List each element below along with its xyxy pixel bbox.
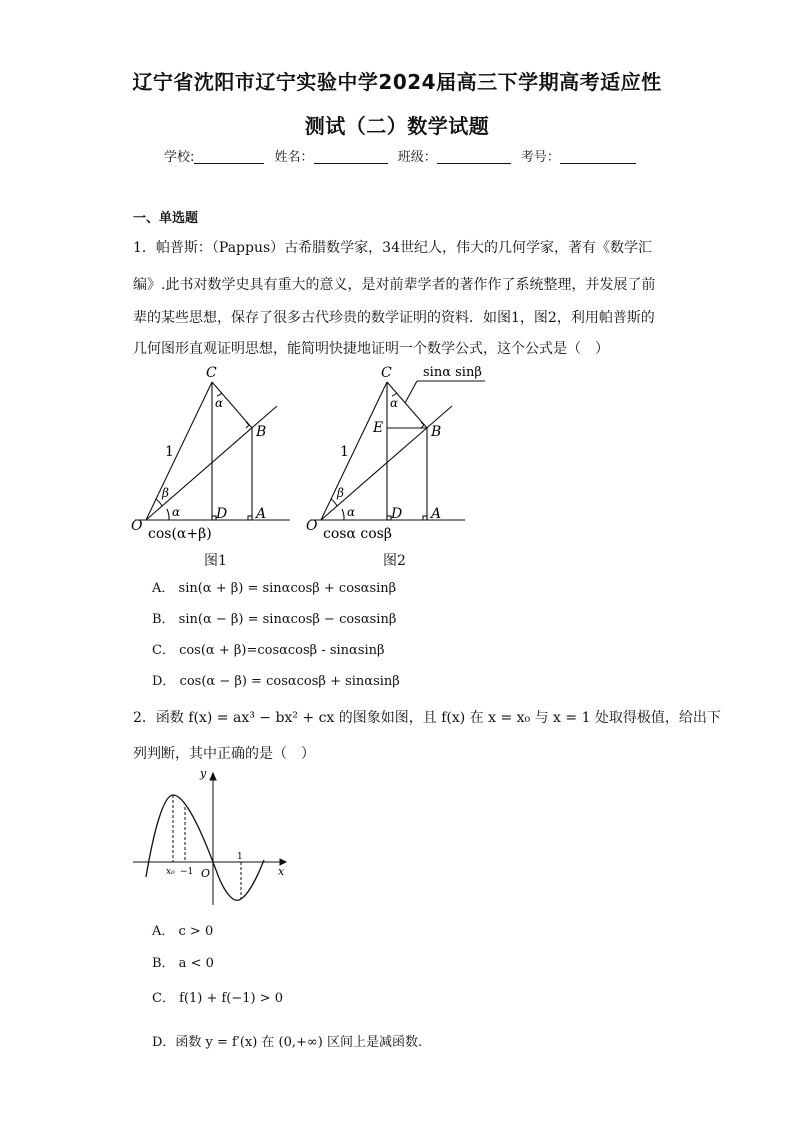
label-E: E <box>373 420 384 436</box>
class-label: 班级： <box>397 150 437 165</box>
angle-alpha-arc <box>342 509 344 520</box>
q2-option-b[interactable]: B． a < 0 <box>152 956 214 971</box>
q2-option-c[interactable]: C． f(1) + f(−1) > 0 <box>152 991 284 1006</box>
label-A: A <box>431 506 442 522</box>
figure-1-caption: 图1 <box>204 553 227 569</box>
axis-label-x: x <box>278 865 285 878</box>
label-D: D <box>391 506 403 522</box>
figure-2-diagram <box>305 362 495 547</box>
exam-title-line1: 辽宁省沈阳市辽宁实验中学2024届高三下学期高考适应性 <box>132 70 662 94</box>
right-angle-A <box>423 516 427 520</box>
cubic-function-graph <box>128 765 293 910</box>
label-base-cos: cosα cosβ <box>323 526 392 542</box>
q2-text-line1: 2．函数 f(x) = ax³ − bx² + cx 的图象如图，且 f(x) 在 x = x₀ 与 x = 1 处取得极值，给出下 <box>133 710 721 726</box>
label-B: B <box>431 424 442 440</box>
right-angle-B <box>246 422 249 428</box>
figure-2-caption: 图2 <box>383 553 406 569</box>
label-B: B <box>256 424 267 440</box>
label-A: A <box>256 506 267 522</box>
q1-text-line4: 几何图形直观证明思想，能简明快捷地证明一个数学公式，这个公式是（ ） <box>133 341 609 357</box>
label-sin-product: sinα sinβ <box>423 365 482 380</box>
label-C: C <box>206 365 217 381</box>
right-angle-A <box>248 516 252 520</box>
name-blank[interactable] <box>314 149 388 164</box>
tick-label-neg1: −1 <box>180 867 194 877</box>
q1-text-line2: 编》.此书对数学史具有重大的意义，是对前辈学者的著作作了系统整理，并发展了前 <box>133 277 656 293</box>
origin-label: O <box>201 867 211 880</box>
q2-text-line2: 列判断，其中正确的是（ ） <box>133 746 315 762</box>
q2-option-d[interactable]: D．函数 y = f′(x) 在 (0,+∞) 区间上是减函数. <box>152 1035 423 1050</box>
label-C: C <box>381 365 392 381</box>
school-label: 学校: <box>164 150 195 165</box>
label-beta: β <box>162 486 169 500</box>
q1-option-a[interactable]: A． sin(α + β) = sinαcosβ + cosαsinβ <box>152 581 397 596</box>
label-base-cos: cos(α+β) <box>148 526 212 542</box>
q1-option-c[interactable]: C． cos(α + β)=cosαcosβ - sinαsinβ <box>152 643 385 658</box>
angle-alpha-arc <box>167 509 169 520</box>
label-beta: β <box>337 486 344 500</box>
angle-beta-arc <box>331 499 337 506</box>
q1-text-line3: 辈的某些思想，保存了很多古代珍贵的数学证明的资料．如图1，图2，利用帕普斯的 <box>133 310 655 326</box>
figure-1-diagram <box>130 362 300 547</box>
class-blank[interactable] <box>437 149 511 164</box>
leader-line <box>405 381 417 403</box>
tick-label-one: 1 <box>237 852 243 862</box>
label-alpha: α <box>347 505 356 519</box>
exam-number-label: 考号： <box>520 150 560 165</box>
label-O: O <box>131 518 143 534</box>
section-heading: 一、单选题 <box>133 211 199 226</box>
label-D: D <box>216 506 228 522</box>
q1-option-b[interactable]: B． sin(α − β) = sinαcosβ − cosαsinβ <box>152 612 397 627</box>
exam-title-line2: 测试（二）数学试题 <box>304 114 490 138</box>
angle-beta-arc <box>156 499 162 506</box>
right-angle-B <box>421 422 424 428</box>
exam-number-blank[interactable] <box>560 149 636 164</box>
q1-option-d[interactable]: D． cos(α − β) = cosαcosβ + sinαsinβ <box>152 674 400 689</box>
q1-text-line1: 1．帕普斯：（Pappus）古希腊数学家，34世纪人，伟大的几何学家，著有《数学汇 <box>133 240 652 256</box>
label-one: 1 <box>340 444 349 460</box>
q2-option-a[interactable]: A． c > 0 <box>152 924 214 939</box>
y-axis-arrow <box>210 773 216 780</box>
axis-label-y: y <box>200 767 207 780</box>
label-O: O <box>306 518 318 534</box>
school-blank[interactable] <box>194 149 264 164</box>
student-info-row <box>164 146 642 165</box>
label-alpha: α <box>172 505 181 519</box>
tick-label-x0: x₀ <box>166 867 175 877</box>
label-alpha-top: α <box>215 396 224 410</box>
label-one: 1 <box>165 444 174 460</box>
cubic-curve <box>146 795 264 900</box>
label-alpha-top: α <box>390 396 399 410</box>
name-label: 姓名： <box>274 150 314 165</box>
